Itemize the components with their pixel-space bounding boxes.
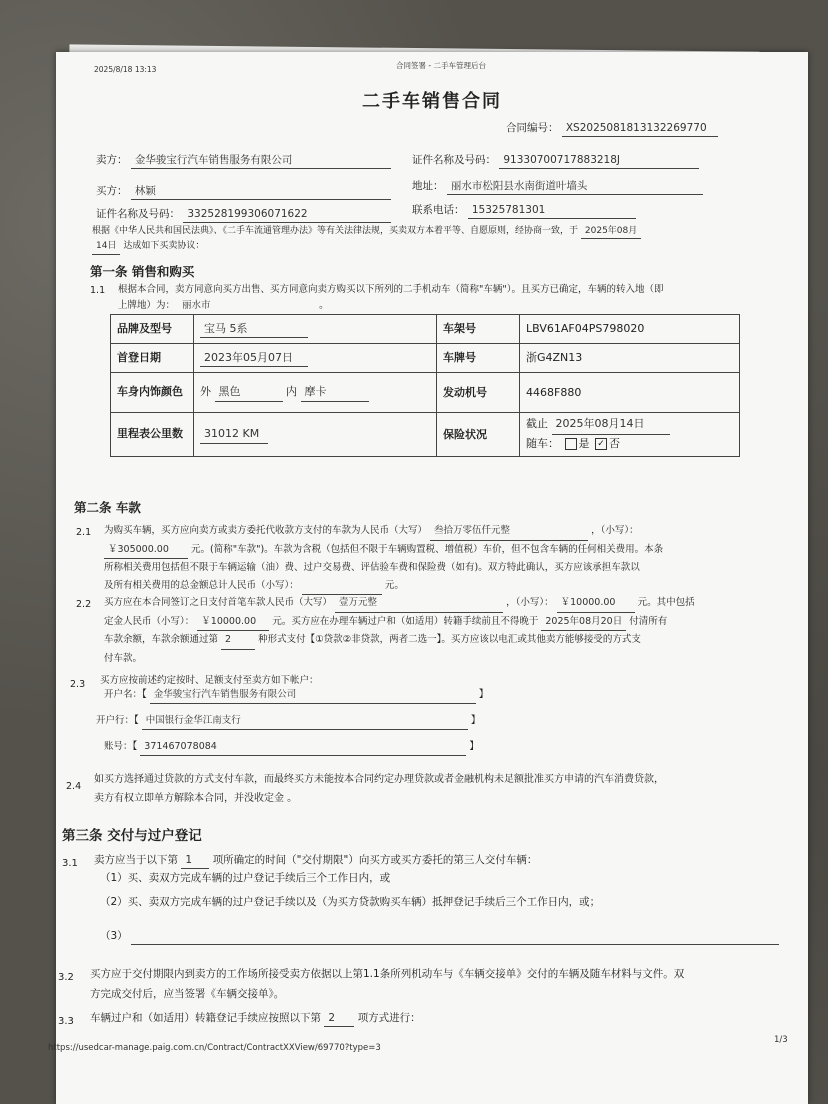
account-name-value: 金华骏宝行汽车销售服务有限公司 xyxy=(150,688,476,704)
p23-num: 2.3 xyxy=(70,679,86,690)
reg-date-cell xyxy=(194,344,437,373)
inner-color-label: 内 xyxy=(286,385,297,399)
buyer-id-row xyxy=(96,206,391,223)
seller-id-label: 证件名称及号码： xyxy=(412,154,496,166)
seller-id-row xyxy=(412,152,699,169)
p22-d: 定金人民币（小写）： xyxy=(104,615,195,627)
p31-a: 卖方应当于以下第 xyxy=(94,854,178,866)
first-payment-cn: 壹万元整 xyxy=(335,594,503,613)
insurance-until-value: 2025年08月14日 xyxy=(552,415,670,435)
yes-label: 是 xyxy=(578,437,590,450)
insurance-until-label: 截止 xyxy=(526,417,548,431)
vehicle-table xyxy=(110,314,740,457)
preamble-day: 14日 xyxy=(92,239,120,254)
p32-b: 方完成交付后，应当签署《车辆交接单》。 xyxy=(90,988,285,1001)
contract-page xyxy=(48,52,808,1104)
phone-label: 联系电话： xyxy=(412,204,465,216)
bank-value: 中国银行金华江南支行 xyxy=(142,714,468,730)
article1-p2: 上牌地）为： xyxy=(118,300,176,312)
outer-color-label: 外 xyxy=(200,385,211,399)
p33-a: 车辆过户和（如适用）转籍登记手续应按照以下第 xyxy=(90,1012,321,1024)
plate-value: 浙G4ZN13 xyxy=(520,344,740,373)
p22-i: 付车款。 xyxy=(104,652,143,664)
no-checkbox-checked: ✓ xyxy=(595,438,607,450)
p24-num: 2.4 xyxy=(66,781,82,792)
outer-color-value: 黑色 xyxy=(215,383,283,401)
p21-num: 2.1 xyxy=(76,527,92,538)
p22-num: 2.2 xyxy=(76,599,92,610)
contract-no-label: 合同编号： xyxy=(506,122,559,134)
reg-date-label: 首登日期 xyxy=(111,344,194,373)
brand-label: 品牌及型号 xyxy=(111,315,194,344)
bank-label: 开户行：【 xyxy=(96,715,139,726)
p24-b: 卖方有权立即单方解除本合同，并没收定金 。 xyxy=(94,793,298,804)
p24-text xyxy=(94,770,664,808)
total-amount-cn: 叁拾万零伍仟元整 xyxy=(430,522,588,541)
p21-c: 元。(简称"车款")。车款为含税（包括但不限于车辆购置税、增值税）车价，但不包含车辆的任何相关费用。本条 xyxy=(191,543,664,555)
total-amount: ￥305000.00 xyxy=(104,541,188,560)
contract-no-value: XS2025081813132269770 xyxy=(562,120,718,137)
p22-g: 车款余额，车款余额通过第 xyxy=(104,634,219,646)
p32-a: 买方应于交付期限内到卖方的工作场所接受卖方依据以上第1.1条所列机动车与《车辆交接单》交付的车辆及随车材料与文件。双 xyxy=(90,968,685,980)
inner-color-value: 摩卡 xyxy=(301,383,369,401)
p21-e: 及所有相关费用的总金额总计人民币（小写）： xyxy=(104,579,299,591)
print-url: https://usedcar-manage.paig.com.cn/Contract/ContractXXView/69770?type=3 xyxy=(48,1043,381,1053)
with-car-label: 随车： xyxy=(526,437,559,450)
p32-num: 3.2 xyxy=(58,972,74,983)
article1-p2-end: 。 xyxy=(319,300,329,312)
vin-label: 车架号 xyxy=(437,315,520,344)
p22-a: 买方应在本合同签订之日支付首笔车款人民币（大写） xyxy=(104,597,333,608)
account-name-label: 开户名：【 xyxy=(104,689,147,700)
p22-c: 元。其中包括 xyxy=(637,597,695,608)
print-datetime: 2025/8/18 13:13 xyxy=(94,65,157,74)
p22-f: 付清所有 xyxy=(629,615,668,627)
seller-id-value: 91330700717883218J xyxy=(499,152,699,169)
buyer-id-label: 证件名称及号码： xyxy=(96,208,180,220)
p31-text xyxy=(94,852,537,869)
article2-title: 第二条 车款 xyxy=(74,500,141,515)
p32-text xyxy=(90,964,684,1005)
engine-label: 发动机号 xyxy=(437,373,520,413)
reg-date-value: 2023年05月07日 xyxy=(200,349,308,367)
odometer-value: 31012 KM xyxy=(200,425,268,443)
p22-e: 元。买方应在办理车辆过户和（如适用）转籍手续前且不得晚于 xyxy=(272,615,539,627)
bracket-close: 】 xyxy=(470,715,481,726)
delivery-option: 1 xyxy=(181,852,209,869)
delivery-option-2: （2）买、卖双方完成车辆的过户登记手续以及（为买方贷款购买车辆）抵押登记手续后三个工作日内，或； xyxy=(100,896,601,908)
table-row xyxy=(111,413,740,457)
payment-deadline: 2025年08月20日 xyxy=(541,613,626,632)
first-payment: ￥10000.00 xyxy=(557,594,635,613)
brand-value: 宝马 5系 xyxy=(200,320,308,338)
bracket-close: 】 xyxy=(478,689,489,700)
option3-label: （3） xyxy=(100,930,128,942)
seller-label: 卖方： xyxy=(96,154,128,166)
contract-number xyxy=(506,120,718,137)
vin-value: LBV61AF04PS798020 xyxy=(520,315,740,344)
bank-row xyxy=(96,714,480,730)
preamble xyxy=(92,224,641,255)
brand-cell xyxy=(194,315,437,344)
p33-text xyxy=(90,1010,421,1027)
odometer-label: 里程表公里数 xyxy=(111,413,194,457)
color-cell xyxy=(194,373,437,413)
buyer-label: 买方： xyxy=(96,185,128,197)
buyer-row xyxy=(96,183,391,200)
buyer-id-value: 332528199306071622 xyxy=(183,206,391,223)
p23-text: 买方应按前述约定按时、足额支付至卖方如下帐户： xyxy=(100,675,319,686)
total-with-fees-blank xyxy=(302,577,382,596)
address-value: 丽水市松阳县水南街道叶墙头 xyxy=(447,178,703,195)
table-row xyxy=(111,344,740,373)
preamble-end: 达成如下买卖协议： xyxy=(123,241,205,252)
print-page-title: 合同签署 - 二手车管理后台 xyxy=(396,61,486,70)
odometer-cell xyxy=(194,413,437,457)
p31-b: 项所确定的时间（"交付期限"）向买方或买方委托的第三人交付车辆： xyxy=(212,854,538,866)
seller-value: 金华骏宝行汽车销售服务有限公司 xyxy=(131,152,391,169)
seller-row xyxy=(96,152,391,169)
p22-h: 种形式支付【①贷款②非贷款，两者二选一】。买方应该以电汇或其他卖方能够接受的方式支 xyxy=(258,634,641,646)
preamble-text: 根据《中华人民共和国民法典》、《二手车流通管理办法》等有关法律法规，买卖双方本着平等、自愿原则，经协商一致，于 xyxy=(92,226,579,236)
p22-text xyxy=(104,594,695,667)
payment-method: 2 xyxy=(221,631,255,650)
p33-b: 项方式进行： xyxy=(357,1012,421,1024)
p21-d: 所称相关费用包括但不限于车辆运输（油）费、过户交易费、评估验车费和保险费（如有)。双方特此确认，买方应该承担车款以 xyxy=(104,562,640,574)
article1-p1: 根据本合同，卖方同意向买方出售、买方同意向卖方购买以下所列的二手机动车（简称"车辆"）。且买方已确定，车辆的转入地（即 xyxy=(118,284,664,295)
p21-text xyxy=(104,522,663,595)
account-name-row xyxy=(104,688,488,704)
p21-b: ，（小写）： xyxy=(591,525,639,536)
article1-title: 第一条 销售和购买 xyxy=(90,264,195,279)
color-label: 车身内饰颜色 xyxy=(111,373,194,413)
engine-value: 4468F880 xyxy=(520,373,740,413)
article3-title: 第三条 交付与过户登记 xyxy=(62,828,202,844)
delivery-option-1: （1）买、卖双方完成车辆的过户登记手续后三个工作日内，或 xyxy=(100,872,391,884)
p24-a: 如买方选择通过贷款的方式支付车款，而最终买方未能按本合同约定办理贷款或者金融机构未足额批准买方申请的汽车消费贷款， xyxy=(94,774,664,785)
page-number: 1/3 xyxy=(774,1035,788,1045)
account-no-label: 账号：【 xyxy=(104,741,138,752)
account-no-value: 371467078084 xyxy=(140,740,466,756)
p21-a: 为购买车辆，买方应向卖方或卖方委托代收款方支付的车款为人民币（大写） xyxy=(104,525,428,536)
article1-num: 1.1 xyxy=(90,285,106,296)
buyer-value: 林颖 xyxy=(131,183,391,200)
transfer-option: 2 xyxy=(324,1010,354,1027)
delivery-option-3 xyxy=(100,928,779,945)
insurance-cell xyxy=(520,413,740,457)
option3-blank xyxy=(131,928,779,945)
yes-checkbox xyxy=(565,438,577,450)
transfer-city: 丽水市 xyxy=(178,298,316,315)
plate-label: 车牌号 xyxy=(437,344,520,373)
table-row xyxy=(111,315,740,344)
p21-f: 元。 xyxy=(384,579,404,591)
p22-b: ，（小写）： xyxy=(506,597,554,608)
phone-row xyxy=(412,202,636,219)
account-no-row xyxy=(104,740,479,756)
p33-num: 3.3 xyxy=(58,1016,74,1027)
address-row xyxy=(412,178,703,195)
address-label: 地址： xyxy=(412,180,444,192)
article1-text xyxy=(118,282,664,315)
bracket-close: 】 xyxy=(469,741,479,752)
p31-num: 3.1 xyxy=(62,858,78,869)
table-row xyxy=(111,373,740,413)
preamble-date: 2025年08月 xyxy=(581,224,641,239)
insurance-label: 保险状况 xyxy=(437,413,520,457)
no-label: 否 xyxy=(609,437,620,450)
deposit-amount: ￥10000.00 xyxy=(197,613,269,632)
phone-value: 15325781301 xyxy=(468,202,636,219)
contract-title: 二手车销售合同 xyxy=(362,91,502,112)
